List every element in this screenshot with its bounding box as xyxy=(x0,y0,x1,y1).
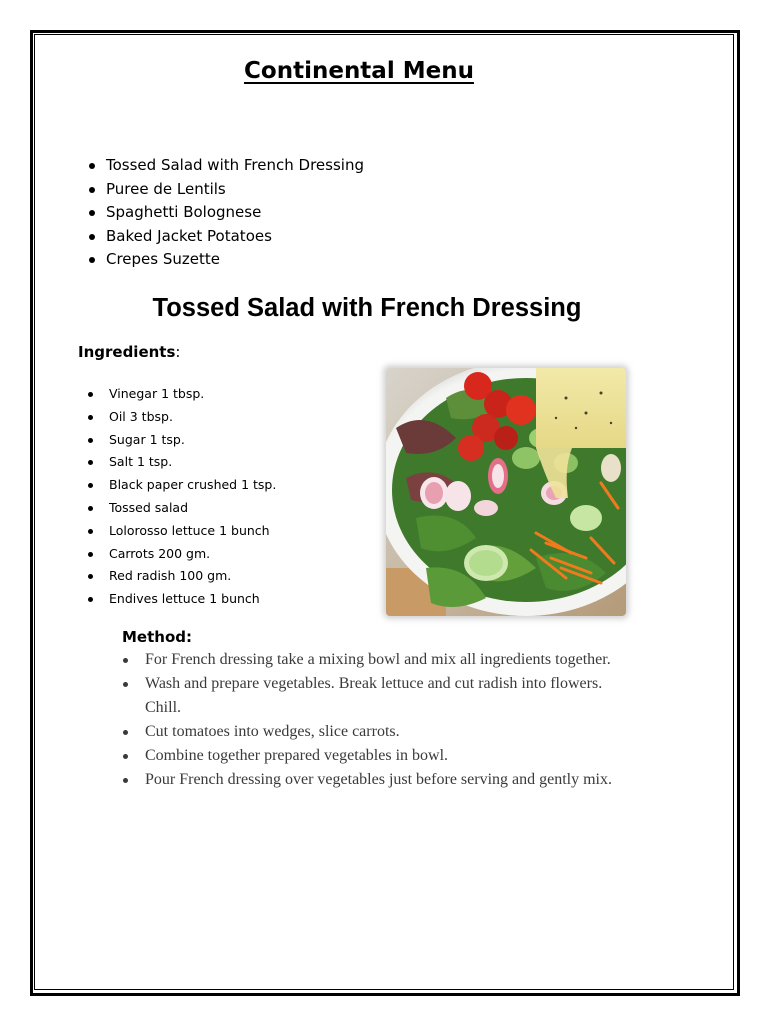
ingredients-heading-text: Ingredients xyxy=(78,343,176,361)
page-title xyxy=(0,58,718,84)
method-step: For French dressing take a mixing bowl and mix all ingredients together. xyxy=(120,648,630,672)
method-step: Pour French dressing over vegetables just before serving and gently mix. xyxy=(120,768,630,792)
menu-item: Spaghetti Bolognese xyxy=(86,201,364,225)
ingredient-item: Salt 1 tsp. xyxy=(86,451,276,474)
ingredient-item: Oil 3 tbsp. xyxy=(86,406,276,429)
ingredient-item: Sugar 1 tsp. xyxy=(86,429,276,452)
salad-illustration xyxy=(386,368,626,616)
menu-list xyxy=(86,154,364,272)
salad-photo xyxy=(386,368,626,616)
menu-item: Crepes Suzette xyxy=(86,248,364,272)
menu-item: Tossed Salad with French Dressing xyxy=(86,154,364,178)
ingredient-item: Lolorosso lettuce 1 bunch xyxy=(86,520,276,543)
ingredient-list xyxy=(86,383,276,611)
ingredient-item: Red radish 100 gm. xyxy=(86,565,276,588)
method-list xyxy=(120,648,630,792)
page-title-text: Continental Menu xyxy=(244,58,474,84)
ingredients-heading xyxy=(78,343,180,361)
ingredient-item: Black paper crushed 1 tsp. xyxy=(86,474,276,497)
method-step: Combine together prepared vegetables in bowl. xyxy=(120,744,630,768)
ingredient-item: Endives lettuce 1 bunch xyxy=(86,588,276,611)
recipe-title: Tossed Salad with French Dressing xyxy=(152,294,582,322)
ingredient-item: Carrots 200 gm. xyxy=(86,543,276,566)
method-step: Wash and prepare vegetables. Break lettuce and cut radish into flowers. Chill. xyxy=(120,672,630,720)
ingredient-item: Tossed salad xyxy=(86,497,276,520)
ingredient-item: Vinegar 1 tbsp. xyxy=(86,383,276,406)
menu-item: Puree de Lentils xyxy=(86,178,364,202)
method-heading: Method: xyxy=(122,628,192,646)
menu-item: Baked Jacket Potatoes xyxy=(86,225,364,249)
method-step: Cut tomatoes into wedges, slice carrots. xyxy=(120,720,630,744)
ingredients-heading-colon: : xyxy=(175,343,181,361)
